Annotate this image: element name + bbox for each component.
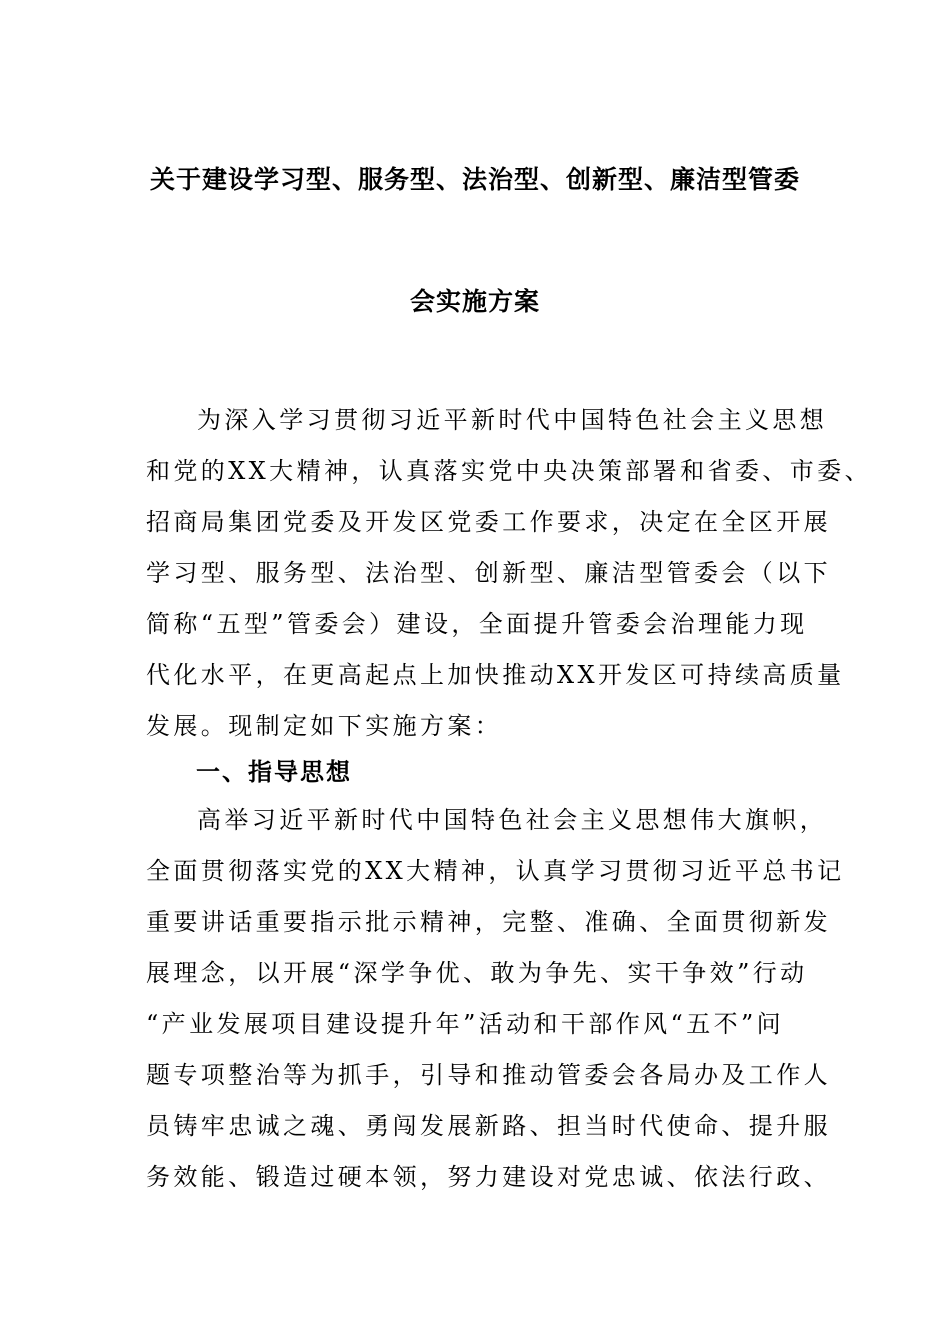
section-paragraph-line: 题专项整治等为抓手，引导和推动管委会各局办及工作人: [146, 1061, 831, 1089]
intro-paragraph-line: 发展。现制定如下实施方案：: [146, 712, 503, 740]
section-paragraph-line: 务效能、锻造过硬本领，努力建设对党忠诚、依法行政、: [146, 1163, 831, 1191]
intro-paragraph-line: 和党的XX大精神，认真落实党中央决策部署和省委、市委、: [146, 457, 872, 485]
document-title-line-1: 关于建设学习型、服务型、法治型、创新型、廉洁型管委: [149, 165, 800, 194]
section-paragraph-line: 全面贯彻落实党的XX大精神，认真学习贯彻习近平总书记: [146, 857, 845, 885]
section-paragraph-line: 员铸牢忠诚之魂、勇闯发展新路、担当时代使命、提升服: [146, 1112, 831, 1140]
intro-paragraph-line: 学习型、服务型、法治型、创新型、廉洁型管委会（以下: [146, 559, 831, 587]
intro-paragraph-line: 简称“五型”管委会）建设，全面提升管委会治理能力现: [146, 610, 808, 638]
document-title-line-2: 会实施方案: [409, 287, 540, 316]
intro-paragraph-line: 为深入学习贯彻习近平新时代中国特色社会主义思想: [197, 406, 828, 434]
section-paragraph-line: “产业发展项目建设提升年”活动和干部作风“五不”问: [146, 1010, 785, 1038]
section-paragraph-line: 重要讲话重要指示批示精神，完整、准确、全面贯彻新发: [146, 908, 831, 936]
section-paragraph-line: 高举习近平新时代中国特色社会主义思想伟大旗帜，: [197, 806, 828, 834]
intro-paragraph-line: 代化水平，在更高起点上加快推动XX开发区可持续高质量: [146, 661, 845, 689]
section-heading: 一、指导思想: [196, 758, 352, 786]
section-paragraph-line: 展理念，以开展“深学争优、敢为争先、实干争效”行动: [146, 959, 808, 987]
intro-paragraph-line: 招商局集团党委及开发区党委工作要求，决定在全区开展: [146, 508, 831, 536]
